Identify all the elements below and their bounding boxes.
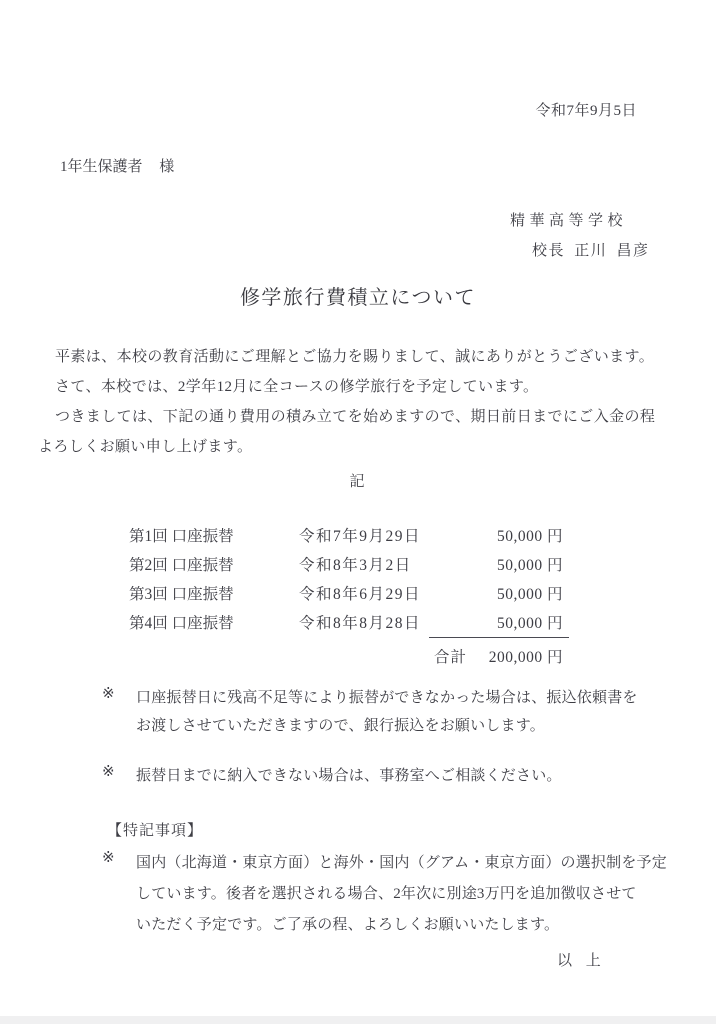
record-marker: 記 (349, 474, 367, 490)
note-text (136, 762, 562, 790)
body-line: さて、本校では、2学年12月に全コースの修学旅行を予定しています。 (55, 379, 539, 395)
total-label: 合計 (434, 649, 468, 666)
body-line: 平素は、本校の教育活動にご理解とご協力を賜りまして、誠にありがとうございます。 (55, 349, 655, 365)
body-text (38, 342, 688, 462)
note-marker: ※ (102, 686, 115, 702)
total-row (0, 645, 716, 667)
installment-label: 第3回 口座振替 (129, 586, 234, 603)
note-line: 振替日までに納入できない場合は、事務室へご相談ください。 (136, 768, 562, 784)
installment-date: 令和8年6月29日 (299, 586, 422, 603)
body-line: よろしくお願い申し上げます。 (38, 439, 253, 455)
school-name: 精華高等学校 (510, 213, 628, 229)
installment-label: 第2回 口座振替 (129, 557, 234, 574)
total-amount: 200,000 円 (488, 649, 563, 666)
page-bottom-edge (0, 1016, 716, 1024)
note-line: いただく予定です。ご了承の程、よろしくお願いいたします。 (136, 917, 560, 933)
table-row (0, 553, 716, 575)
total-divider (429, 637, 569, 638)
installment-amount: 50,000 円 (496, 615, 563, 632)
installment-date: 令和8年8月28日 (299, 615, 422, 632)
installment-amount: 50,000 円 (496, 528, 563, 545)
note-line: しています。後者を選択される場合、2年次に別途3万円を追加徴収させて (136, 886, 637, 902)
note-text (136, 848, 667, 941)
principal-name: 校長 正川 昌彦 (532, 243, 650, 259)
body-line: つきましては、下記の通り費用の積み立てを始めますので、期日前日までにご入金の程 (55, 409, 656, 425)
note-marker: ※ (102, 850, 115, 866)
document-title: 修学旅行費積立について (239, 287, 477, 309)
note-text (136, 684, 638, 740)
table-row (0, 582, 716, 604)
installment-date: 令和7年9月29日 (299, 528, 422, 545)
special-section-heading: 【特記事項】 (107, 823, 204, 839)
installment-date: 令和8年3月2日 (299, 557, 412, 574)
closing-phrase: 以 上 (557, 953, 601, 969)
note-line: 口座振替日に残高不足等により振替ができなかった場合は、振込依頼書を (136, 690, 638, 706)
table-row (0, 524, 716, 546)
table-row (0, 611, 716, 633)
note-marker: ※ (102, 764, 115, 780)
note-line: お渡しさせていただきますので、銀行振込をお願いします。 (136, 718, 545, 734)
installment-label: 第1回 口座振替 (129, 528, 234, 545)
document-date: 令和7年9月5日 (535, 103, 637, 119)
installment-label: 第4回 口座振替 (129, 615, 234, 632)
note-line: 国内（北海道・東京方面）と海外・国内（グアム・東京方面）の選択制を予定 (136, 855, 667, 871)
installment-amount: 50,000 円 (496, 586, 563, 603)
addressee: 1年生保護者 様 (60, 159, 175, 175)
installment-amount: 50,000 円 (496, 557, 563, 574)
